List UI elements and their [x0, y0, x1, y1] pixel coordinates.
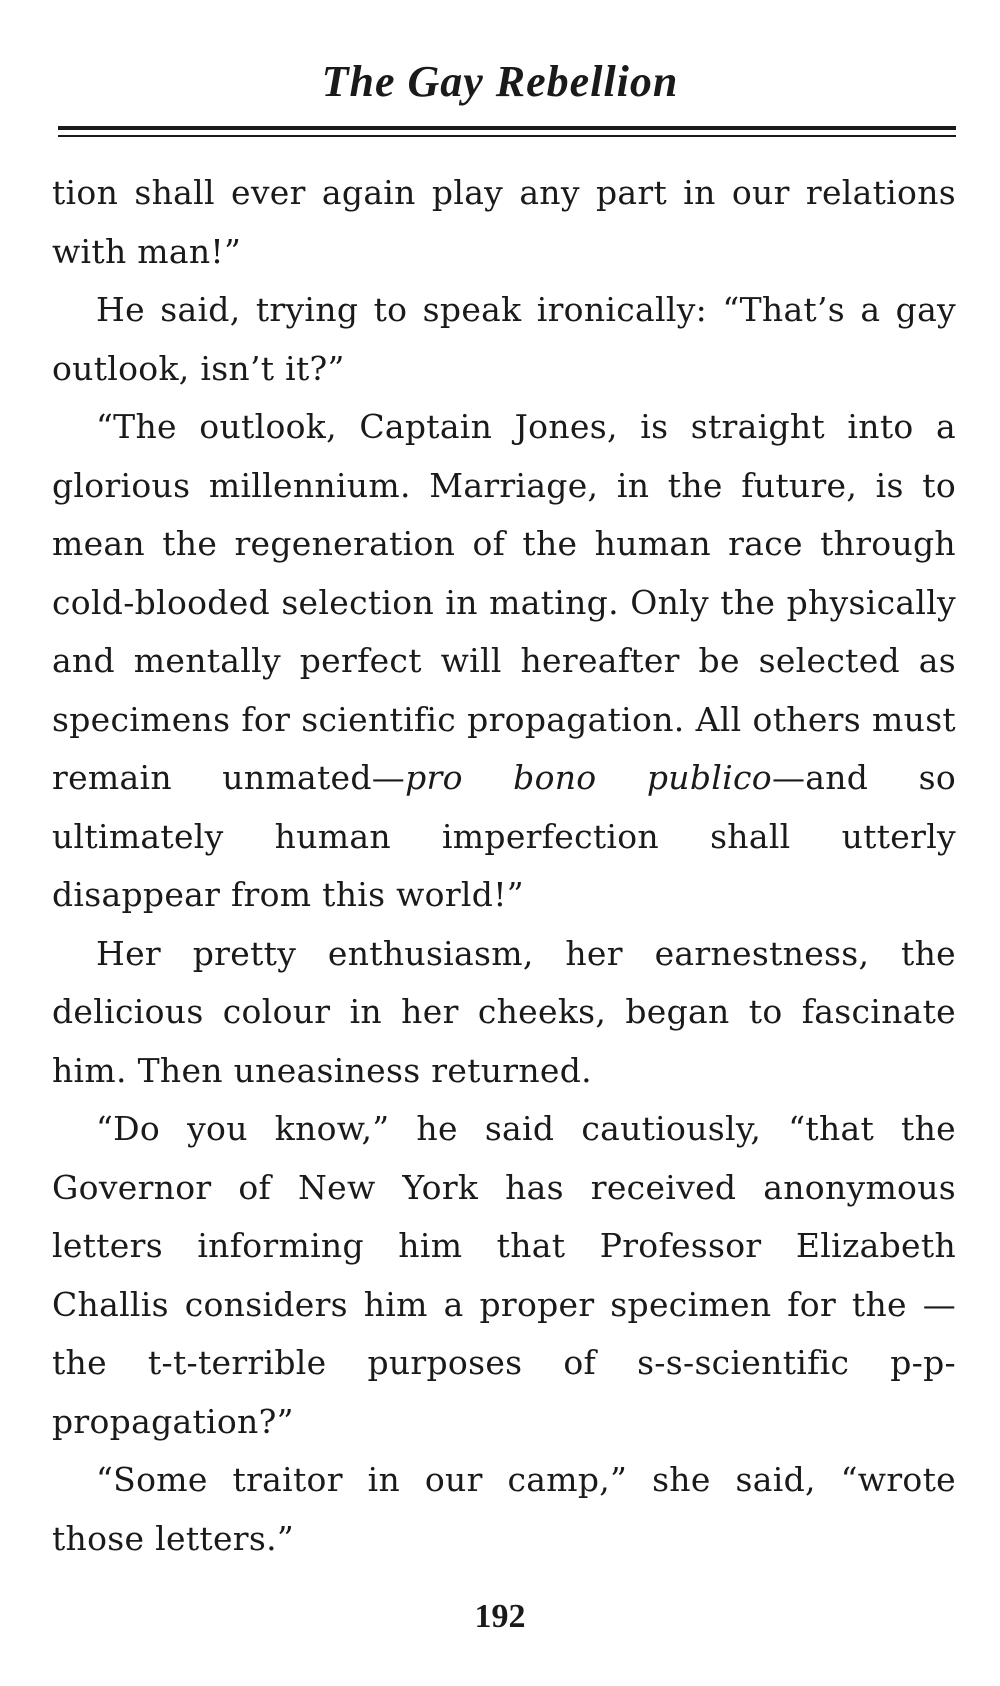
running-head: The Gay Rebellion	[321, 57, 679, 106]
paragraph-text: “The outlook, Captain Jones, is straight into a glorious millennium. Marriage, in the future, is to mean the regeneration of the human race through cold-blooded selection in mating. Only the physically and mentally perfect will hereafter be selected as specimens for scientific propagation. All others must remain unmated—	[52, 407, 956, 797]
paragraph-text: —and so ultimately human imperfection shall utterly disappear from this world!”	[52, 758, 956, 914]
page-number: 192	[474, 1598, 526, 1635]
body-text	[52, 164, 956, 1568]
latin-phrase: pro bono publico	[405, 758, 772, 797]
paragraph: tion shall ever again play any part in our relations with man!”	[52, 173, 956, 271]
header-rule-thin	[58, 135, 956, 137]
paragraph: Her pretty enthusiasm, her earnestness, the delicious colour in her cheeks, began to fascinate him. Then uneasiness returned.	[52, 933, 956, 1090]
paragraph: “Some traitor in our camp,” she said, “wrote those letters.”	[52, 1460, 956, 1558]
paragraph: He said, trying to speak ironically: “That’s a gay outlook, isn’t it?”	[52, 290, 956, 388]
paragraph	[52, 398, 956, 925]
header-rule-thick	[58, 126, 956, 130]
paragraph: “Do you know,” he said cautiously, “that the Governor of New York has received anonymous letters informing him that Professor Elizabeth Challis considers him a proper specimen for the —the t-t-terrible purposes of s-s-scientific p-p-propagation?”	[52, 1109, 956, 1441]
